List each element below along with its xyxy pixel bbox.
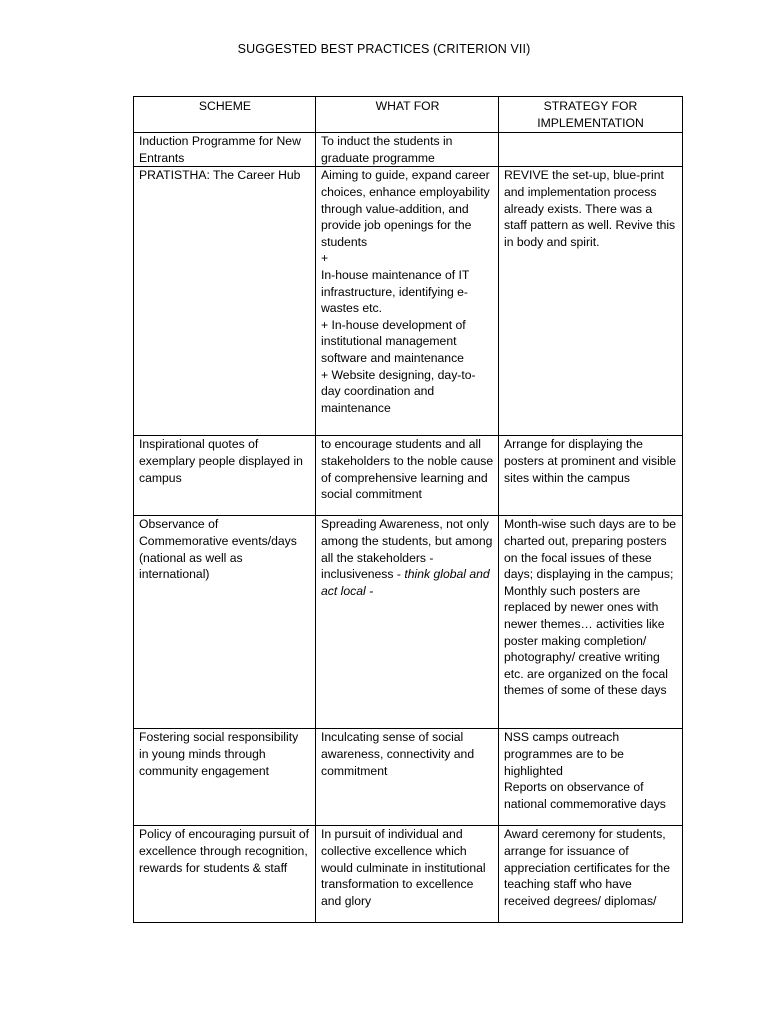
strategy-line: NSS camps outreach programmes are to be highlighted: [504, 730, 628, 778]
strategy-cell: REVIVE the set-up, blue-print and implementation process already exists. There was a staff pattern as well. Revive this in body and spirit.: [499, 167, 683, 436]
table-row: [134, 436, 683, 516]
what-for-cell: [316, 167, 499, 436]
header-what-for: WHAT FOR: [316, 97, 499, 133]
what-for-line: In-house maintenance of IT infrastructure, identifying e-wastes etc.: [321, 267, 473, 316]
what-for-cell: [316, 516, 499, 729]
strategy-cell: [499, 729, 683, 826]
best-practices-table: [133, 96, 683, 923]
what-for-cell: To induct the students in graduate programme: [316, 133, 499, 167]
header-strategy: STRATEGY FOR IMPLEMENTATION: [499, 97, 683, 133]
table-row: [134, 516, 683, 729]
scheme-cell: Fostering social responsibility in young minds through community engagement: [134, 729, 316, 826]
scheme-cell: Policy of encouraging pursuit of excellence through recognition, rewards for students & staff: [134, 826, 316, 923]
what-for-cell: Inculcating sense of social awareness, connectivity and commitment: [316, 729, 499, 826]
table-row: [134, 826, 683, 923]
scheme-cell: PRATISTHA: The Career Hub: [134, 167, 316, 436]
strategy-cell: Arrange for displaying the posters at prominent and visible sites within the campus: [499, 436, 683, 516]
strategy-cell: Month-wise such days are to be charted out, preparing posters on the focal issues of these days; displaying in the campus; Monthly such posters are replaced by newer ones with newer themes… activities like poster making completion/ photography/ creative writing etc. are organized on the focal themes of some of these days: [499, 516, 683, 729]
what-for-italic-text: think global and act local -: [321, 567, 490, 598]
what-for-line: +: [321, 251, 329, 266]
strategy-cell: Award ceremony for students, arrange for issuance of appreciation certificates for the teaching staff who have received degrees/ diplomas/: [499, 826, 683, 923]
what-for-line: + In-house development of institutional management software and maintenance: [321, 317, 470, 365]
scheme-cell: Induction Programme for New Entrants: [134, 133, 316, 167]
header-scheme: SCHEME: [134, 97, 316, 133]
what-for-cell: to encourage students and all stakeholders to the noble cause of comprehensive learning and social commitment: [316, 436, 499, 516]
table-header-row: [134, 97, 683, 133]
what-for-line: Aiming to guide, expand career choices, enhance employability through value-addition, and provide job openings for the students: [321, 168, 494, 249]
scheme-cell: Observance of Commemorative events/days (national as well as international): [134, 516, 316, 729]
what-for-line: + Website designing, day-to-day coordination and maintenance: [321, 367, 476, 415]
strategy-line: Reports on observance of national commemorative days: [504, 780, 666, 811]
what-for-text: Spreading Awareness, not only among the students, but among all the stakeholders - inclusiveness -: [321, 517, 493, 582]
page-title: SUGGESTED BEST PRACTICES (CRITERION VII): [237, 42, 531, 56]
table-row: [134, 167, 683, 436]
scheme-cell: Inspirational quotes of exemplary people displayed in campus: [134, 436, 316, 516]
table-row: [134, 133, 683, 167]
table-row: [134, 729, 683, 826]
what-for-cell: In pursuit of individual and collective excellence which would culminate in institutional transformation to excellence and glory: [316, 826, 499, 923]
strategy-cell: [499, 133, 683, 167]
